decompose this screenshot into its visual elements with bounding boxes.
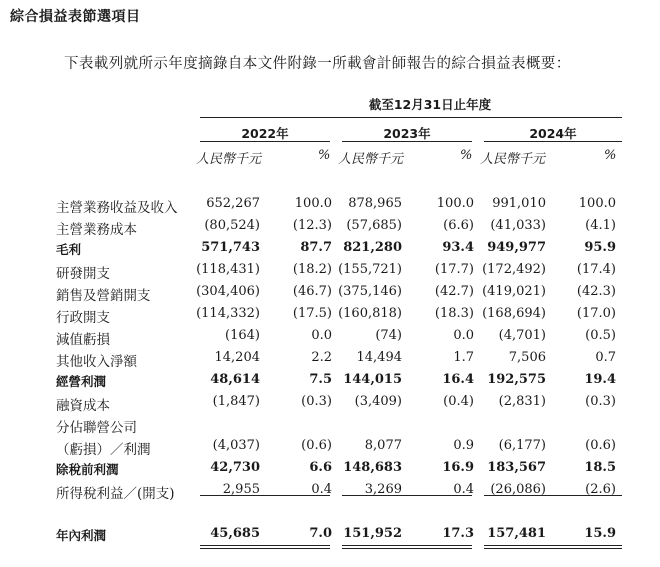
intro-text: 下表載列就所示年度摘錄自本文件附錄一所載會計師報告的綜合損益表概要： — [64, 56, 571, 72]
percent-cell: 0.0 — [311, 328, 332, 343]
amount-cell: 151,952 — [343, 526, 402, 541]
amount-cell: 192,575 — [487, 372, 546, 387]
row-label: 所得稅利益／(開支) — [56, 486, 175, 502]
amount-cell: 42,730 — [210, 460, 260, 475]
amount-cell: (118,431) — [196, 262, 260, 277]
percent-cell: (0.5) — [585, 328, 616, 343]
unit-amount-2024: 人民幣千元 — [480, 152, 546, 167]
row-label: 減值虧損 — [56, 332, 110, 348]
table-row — [0, 284, 660, 306]
amount-cell: 991,010 — [492, 196, 546, 211]
percent-cell: (0.3) — [585, 394, 616, 409]
amount-cell: 7,506 — [508, 350, 546, 365]
total-rule-2b — [342, 548, 472, 549]
amount-cell: (1,847) — [212, 394, 260, 409]
subtotal-rule-2 — [342, 495, 472, 496]
percent-cell: (46.7) — [292, 284, 332, 299]
year-2022: 2022年 — [241, 126, 289, 141]
table-row — [0, 372, 660, 394]
amount-cell: (114,332) — [196, 306, 260, 321]
amount-cell: 571,743 — [201, 240, 260, 255]
percent-cell: (4.1) — [585, 218, 616, 233]
amount-cell: (57,685) — [346, 218, 402, 233]
subtotal-rule-1 — [200, 495, 330, 496]
period-rule — [200, 117, 622, 118]
total-rule-3b — [484, 548, 622, 549]
table-row — [0, 262, 660, 284]
percent-cell: (17.5) — [292, 306, 332, 321]
percent-cell: 93.4 — [442, 240, 474, 255]
amount-cell: 45,685 — [210, 526, 260, 541]
table-row — [0, 394, 660, 416]
row-label: 經營利潤 — [56, 374, 107, 389]
percent-cell: 6.6 — [309, 460, 332, 475]
row-label: 研發開支 — [56, 266, 110, 282]
percent-cell: 0.7 — [595, 350, 616, 365]
row-label: 除稅前利潤 — [56, 462, 119, 477]
total-rule-1a — [200, 545, 330, 546]
year-2024: 2024年 — [529, 126, 577, 141]
unit-pct-2023: % — [460, 148, 473, 163]
table-row — [0, 350, 660, 372]
row-label: 融資成本 — [56, 398, 110, 414]
row-label: 主營業務收益及收入 — [56, 200, 178, 216]
amount-cell: (304,406) — [196, 284, 260, 299]
amount-cell: (26,086) — [490, 482, 546, 497]
row-label: 行政開支 — [56, 310, 110, 326]
percent-cell: 95.9 — [584, 240, 616, 255]
percent-cell: (42.3) — [576, 284, 616, 299]
amount-cell: (155,721) — [338, 262, 402, 277]
amount-cell: 821,280 — [343, 240, 402, 255]
percent-cell: (12.3) — [292, 218, 332, 233]
row-label: （虧損）／利潤 — [56, 442, 151, 458]
percent-cell: 0.0 — [453, 328, 474, 343]
amount-cell: 878,965 — [348, 196, 402, 211]
table-row — [0, 218, 660, 240]
amount-cell: (41,033) — [490, 218, 546, 233]
table-row — [0, 460, 660, 482]
percent-cell: (17.0) — [576, 306, 616, 321]
percent-cell: 0.4 — [453, 482, 474, 497]
row-label: 分佔聯營公司 — [56, 420, 137, 436]
table-row — [0, 438, 660, 460]
percent-cell: 0.4 — [311, 482, 332, 497]
total-rule-2a — [342, 545, 472, 546]
amount-cell: 14,204 — [214, 350, 260, 365]
amount-cell: (172,492) — [482, 262, 546, 277]
percent-cell: 0.9 — [453, 438, 474, 453]
row-label: 年內利潤 — [56, 528, 107, 543]
percent-cell: (18.3) — [434, 306, 474, 321]
percent-cell: 100.0 — [578, 196, 616, 211]
row-label: 毛利 — [56, 242, 82, 257]
amount-cell: (4,037) — [212, 438, 260, 453]
table-row — [0, 196, 660, 218]
table-row — [0, 416, 660, 438]
amount-cell: 8,077 — [364, 438, 402, 453]
amount-cell: (375,146) — [338, 284, 402, 299]
percent-cell: 19.4 — [584, 372, 616, 387]
percent-cell: 16.4 — [442, 372, 474, 387]
amount-cell: (2,831) — [498, 394, 546, 409]
percent-cell: 2.2 — [311, 350, 332, 365]
table-row — [0, 328, 660, 350]
percent-cell: (18.2) — [292, 262, 332, 277]
amount-cell: 3,269 — [364, 482, 402, 497]
amount-cell: 2,955 — [222, 482, 260, 497]
percent-cell: 100.0 — [294, 196, 332, 211]
amount-cell: 48,614 — [210, 372, 260, 387]
percent-cell: 7.5 — [309, 372, 332, 387]
percent-cell: (2.6) — [585, 482, 616, 497]
year-2023: 2023年 — [383, 126, 431, 141]
percent-cell: 87.7 — [300, 240, 332, 255]
amount-cell: (4,701) — [498, 328, 546, 343]
percent-cell: 16.9 — [442, 460, 474, 475]
percent-cell: (17.4) — [576, 262, 616, 277]
amount-cell: 183,567 — [487, 460, 546, 475]
section-title: 綜合損益表節選項目 — [10, 9, 141, 25]
amount-cell: (80,524) — [204, 218, 260, 233]
amount-cell: 14,494 — [356, 350, 402, 365]
amount-cell: 949,977 — [487, 240, 546, 255]
subtotal-rule-3 — [484, 495, 622, 496]
unit-pct-2024: % — [604, 148, 617, 163]
amount-cell: (74) — [375, 328, 402, 343]
amount-cell: (168,694) — [482, 306, 546, 321]
unit-amount-2022: 人民幣千元 — [196, 152, 262, 167]
table-row — [0, 306, 660, 328]
percent-cell: 17.3 — [442, 526, 474, 541]
percent-cell: (42.7) — [434, 284, 474, 299]
percent-cell: 1.7 — [453, 350, 474, 365]
amount-cell: 148,683 — [343, 460, 402, 475]
total-rule-1b — [200, 548, 330, 549]
unit-pct-2022: % — [318, 148, 331, 163]
amount-cell: (164) — [225, 328, 260, 343]
row-label: 其他收入淨額 — [56, 354, 137, 370]
percent-cell: (0.4) — [443, 394, 474, 409]
percent-cell: (0.6) — [585, 438, 616, 453]
percent-cell: (17.7) — [434, 262, 474, 277]
table-row — [0, 482, 660, 504]
amount-cell: (6,177) — [498, 438, 546, 453]
percent-cell: 18.5 — [584, 460, 616, 475]
percent-cell: (0.3) — [301, 394, 332, 409]
percent-cell: (6.6) — [443, 218, 474, 233]
percent-cell: (0.6) — [301, 438, 332, 453]
percent-cell: 15.9 — [584, 526, 616, 541]
amount-cell: 652,267 — [206, 196, 260, 211]
row-label: 主營業務成本 — [56, 222, 137, 238]
total-rule-3a — [484, 545, 622, 546]
percent-cell: 7.0 — [309, 526, 332, 541]
table-row — [0, 240, 660, 262]
amount-cell: (160,818) — [338, 306, 402, 321]
amount-cell: (3,409) — [354, 394, 402, 409]
amount-cell: (419,021) — [482, 284, 546, 299]
amount-cell: 144,015 — [343, 372, 402, 387]
row-label: 銷售及營銷開支 — [56, 288, 151, 304]
percent-cell: 100.0 — [436, 196, 474, 211]
unit-amount-2023: 人民幣千元 — [338, 152, 404, 167]
amount-cell: 157,481 — [487, 526, 546, 541]
period-header: 截至12月31日止年度 — [368, 97, 492, 112]
